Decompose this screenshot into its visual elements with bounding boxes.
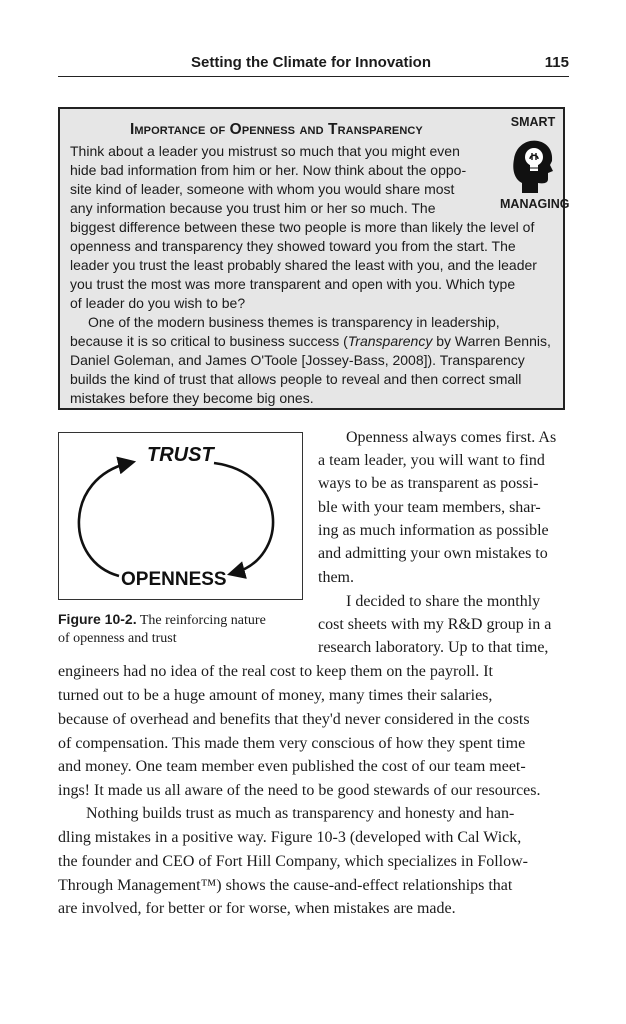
body-text-line: Nothing builds trust as much as transparency and honesty and han- (86, 805, 515, 822)
body-text-line: a team leader, you will want to find (318, 452, 545, 469)
sidebar-text-segment: because it is so critical to business success ( (70, 333, 348, 349)
sidebar-text-line: Daniel Goleman, and James O'Toole [Jossey-Bass, 2008]). Transparency (70, 352, 525, 368)
badge-top-label: SMART (510, 115, 556, 129)
sidebar-text-line: you trust the most was more transparent and open with you. Which type (70, 276, 516, 292)
figure-caption-text: The reinforcing nature (139, 613, 266, 628)
trust-openness-cycle-diagram (59, 433, 304, 601)
body-text-line: them. (318, 569, 354, 586)
sidebar-text-line: leader you trust the least probably shared the least with you, and the leader (70, 257, 537, 273)
header-rule (58, 76, 569, 77)
body-text-line: are involved, for better or for worse, when mistakes are made. (58, 900, 456, 917)
body-text-line: and admitting your own mistakes to (318, 545, 548, 562)
sidebar-text-line: builds the kind of trust that allows people to reveal and then correct small (70, 371, 522, 387)
page-header (58, 52, 569, 78)
sidebar-text-line: hide bad information from him or her. Now think about the oppo- (70, 162, 467, 178)
badge-bottom-label: MANAGING (500, 197, 570, 211)
smart-managing-sidebar (58, 107, 570, 410)
body-text-line: dling mistakes in a positive way. Figure 10-3 (developed with Cal Wick, (58, 829, 522, 846)
smart-managing-badge (500, 115, 570, 213)
sidebar-text-line: mistakes before they become big ones. (70, 390, 314, 406)
sidebar-title: Importance of Openness and Transparency (130, 121, 423, 138)
body-text-line: of compensation. This made them very conscious of how they spent time (58, 735, 526, 752)
sidebar-text-line (70, 332, 551, 350)
page-number: 115 (544, 54, 569, 71)
body-text-line: ing as much information as possible (318, 522, 549, 539)
sidebar-text-line: site kind of leader, someone with whom you would share most (70, 181, 455, 197)
sidebar-text-line: biggest difference between these two people is more than likely the level of (70, 219, 535, 235)
body-text-line: ways to be as transparent as possi- (318, 475, 539, 492)
body-text-line: ings! It made us all aware of the need to be good stewards of our resources. (58, 782, 541, 799)
figure-10-2 (58, 432, 303, 600)
sidebar-text-line: of leader do you wish to be? (70, 295, 246, 311)
body-text-line: because of overhead and benefits that they'd never considered in the costs (58, 711, 530, 728)
sidebar-text-line: One of the modern business themes is transparency in leadership, (88, 314, 500, 330)
head-with-lightbulb-icon (510, 137, 554, 195)
cycle-arrow-right (214, 463, 273, 573)
body-text-line: the founder and CEO of Fort Hill Company, which specializes in Follow- (58, 853, 528, 870)
figure-caption-label: Figure 10-2. (58, 611, 137, 627)
body-text-line: turned out to be a huge amount of money, many times their salaries, (58, 687, 493, 704)
body-text-line: cost sheets with my R&D group in a (318, 616, 552, 633)
body-text-line: Through Management™) shows the cause-and-effect relationships that (58, 877, 513, 894)
body-text-line: Openness always comes first. As (346, 429, 557, 446)
body-text-line: engineers had no idea of the real cost to keep them on the payroll. It (58, 663, 493, 680)
body-text-line: ble with your team members, shar- (318, 499, 541, 516)
figure-caption (58, 610, 303, 648)
sidebar-text-line: openness and transparency they showed toward you from the start. The (70, 238, 516, 254)
body-text-line: research laboratory. Up to that time, (318, 639, 549, 656)
book-title-italic: Transparency (347, 333, 433, 349)
sidebar-text-segment: by Warren Bennis, (432, 333, 551, 349)
sidebar-text-line: any information because you trust him or her so much. The (70, 200, 436, 216)
body-text-line: I decided to share the monthly (346, 593, 541, 610)
cycle-arrow-left (79, 463, 129, 576)
running-title: Setting the Climate for Innovation (191, 54, 432, 71)
sidebar-text-line: Think about a leader you mistrust so much that you might even (70, 143, 460, 159)
figure-caption-text: of openness and trust (58, 631, 177, 646)
body-text-line: and money. One team member even published the cost of our team meet- (58, 758, 526, 775)
trust-label: TRUST (147, 444, 214, 466)
openness-label: OPENNESS (121, 569, 227, 590)
